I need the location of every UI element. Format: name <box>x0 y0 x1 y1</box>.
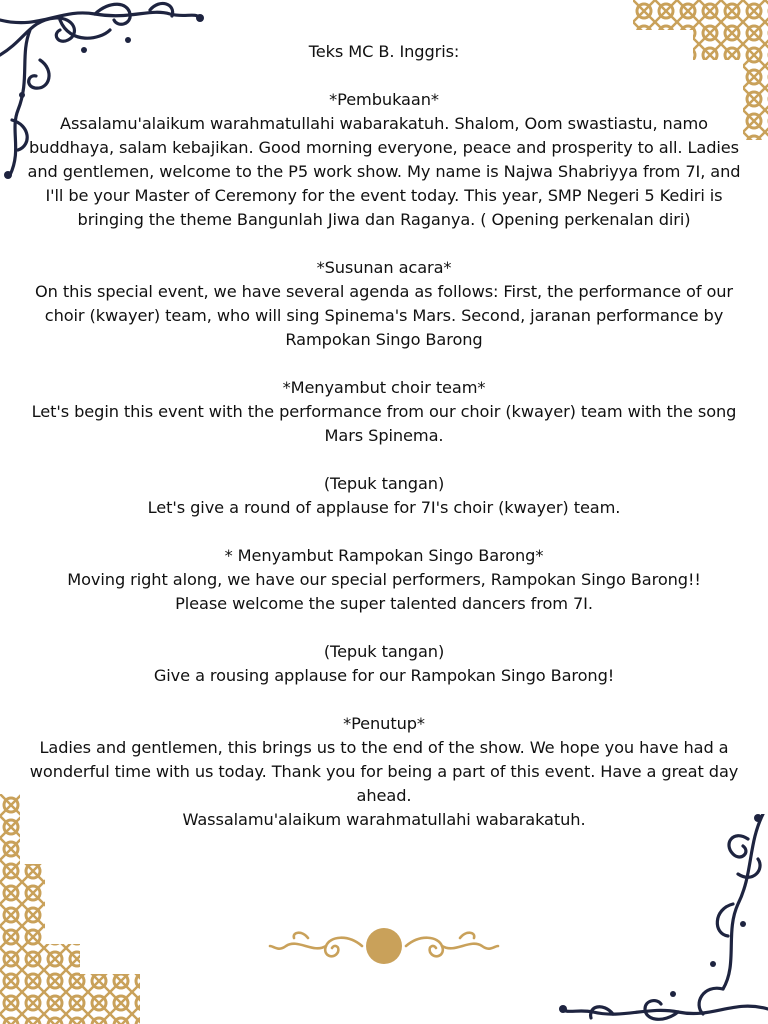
text-line: Rampokan Singo Barong <box>285 330 483 349</box>
section-heading-susunan-acara: *Susunan acara* <box>316 258 452 277</box>
section-heading-menyambut-choir: *Menyambut choir team* <box>282 378 486 397</box>
text-line: ahead. <box>356 786 412 805</box>
text-line: Moving right along, we have our special performers, Rampokan Singo Barong!! <box>67 570 701 589</box>
text-line: Ladies and gentlemen, this brings us to the end of the show. We hope you have had a <box>39 738 729 757</box>
gold-center-divider-icon <box>268 924 500 968</box>
text-line: bringing the theme Bangunlah Jiwa dan Raganya. ( Opening perkenalan diri) <box>77 210 691 229</box>
text-line: Wassalamu'alaikum warahmatullahi wabarakatuh. <box>182 810 586 829</box>
text-line: and gentlemen, welcome to the P5 work show. My name is Najwa Shabriyya from 7I, and <box>27 162 741 181</box>
text-line: choir (kwayer) team, who will sing Spinema's Mars. Second, jaranan performance by <box>44 306 724 325</box>
section-heading-tepuk-tangan-2: (Tepuk tangan) <box>323 642 445 661</box>
text-line: I'll be your Master of Ceremony for the event today. This year, SMP Negeri 5 Kediri is <box>45 186 723 205</box>
text-line: Mars Spinema. <box>324 426 444 445</box>
text-line: wonderful time with us today. Thank you for being a part of this event. Have a great day <box>29 762 739 781</box>
section-heading-menyambut-rampokan: * Menyambut Rampokan Singo Barong* <box>224 546 544 565</box>
text-line: On this special event, we have several agenda as follows: First, the performance of our <box>35 282 733 301</box>
document-title: Teks MC B. Inggris: <box>308 42 460 61</box>
text-line: Give a rousing applause for our Rampokan Singo Barong! <box>153 666 615 685</box>
text-line: buddhaya, salam kebajikan. Good morning everyone, peace and prosperity to all. Ladies <box>29 138 739 157</box>
text-line: Let's give a round of applause for 7I's choir (kwayer) team. <box>147 498 621 517</box>
text-line: Assalamu'alaikum warahmatullahi wabarakatuh. Shalom, Oom swastiastu, namo <box>60 114 708 133</box>
section-heading-pembukaan: *Pembukaan* <box>329 90 439 109</box>
mc-script-document <box>6 40 762 832</box>
section-heading-penutup: *Penutup* <box>343 714 425 733</box>
text-line: Please welcome the super talented dancers from 7I. <box>175 594 593 613</box>
navy-flourish-bottom-right-icon <box>553 814 768 1024</box>
text-line: Let's begin this event with the performance from our choir (kwayer) team with the song <box>31 402 737 421</box>
section-heading-tepuk-tangan-1: (Tepuk tangan) <box>323 474 445 493</box>
